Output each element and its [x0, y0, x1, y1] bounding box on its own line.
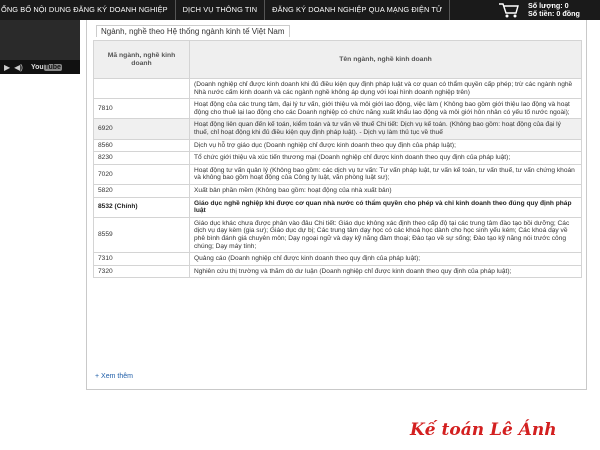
- volume-icon[interactable]: ◀): [14, 62, 23, 72]
- nav-item-information-services[interactable]: DỊCH VỤ THÔNG TIN: [176, 0, 266, 20]
- table-header-row: [94, 41, 582, 79]
- youtube-logo-tube: Tube: [44, 63, 61, 71]
- table-row: [94, 152, 582, 165]
- cell-code: 7310: [94, 253, 190, 266]
- panel-border-left: [86, 20, 87, 390]
- header-code: Mã ngành, nghề kinh doanh: [94, 41, 190, 79]
- cart-icon: [498, 2, 520, 18]
- cell-code: 8230: [94, 152, 190, 165]
- cell-name: Nghiên cứu thị trường và thăm dò dư luận (Doanh nghiệp chỉ được kinh doanh theo quy định của pháp luật);: [190, 265, 582, 278]
- table-row: [94, 164, 582, 184]
- table-row: [94, 197, 582, 217]
- panel-border-right: [586, 20, 587, 390]
- cell-code: 8560: [94, 139, 190, 152]
- cell-name: (Doanh nghiệp chỉ được kinh doanh khi đủ điều kiện quy định pháp luật và cơ quan có thẩm quyền cấp phép; trừ các ngành nghề Nhà nước cấm kinh doanh và các ngành nghề không áp dụng với loại hình doanh nghiệp trên): [190, 79, 582, 99]
- watermark-text: Kế toán Lê Ánh: [410, 420, 557, 440]
- table-row: [94, 184, 582, 197]
- cell-code: 7320: [94, 265, 190, 278]
- cell-code: 8559: [94, 217, 190, 252]
- nav-item-online-registration[interactable]: ĐĂNG KÝ DOANH NGHIỆP QUA MẠNG ĐIỆN TỬ: [265, 0, 450, 20]
- panel-border-bottom: [86, 389, 587, 390]
- nav-item-publish-registration[interactable]: ỔNG BỐ NỘI DUNG ĐĂNG KÝ DOANH NGHIỆP: [0, 0, 176, 20]
- table-row: [94, 139, 582, 152]
- table-row: [94, 79, 582, 99]
- table-row: [94, 119, 582, 139]
- cell-code: 5820: [94, 184, 190, 197]
- cell-name: Quảng cáo (Doanh nghiệp chỉ được kinh doanh theo quy định của pháp luật);: [190, 253, 582, 266]
- cell-code: 7810: [94, 99, 190, 119]
- table-row: [94, 253, 582, 266]
- table-row: [94, 217, 582, 252]
- table-body: [94, 79, 582, 278]
- video-player[interactable]: [0, 20, 80, 74]
- cell-code: 7020: [94, 164, 190, 184]
- section-legend-title: Ngành, nghề theo Hệ thống ngành kinh tế Việt Nam: [96, 25, 290, 37]
- business-lines-table-container: [93, 40, 582, 278]
- cell-name: Hoạt động của các trung tâm, đại lý tư vấn, giới thiệu và môi giới lao động, việc làm ( Không bao gồm giới thiệu lao động và hoạt động cho thuê lại lao động cho các Doanh nghiệp có chức năng xuất khẩu lao động và môi giới hôn nhân có yếu tố nước ngoài);: [190, 99, 582, 119]
- cell-name: Dịch vụ hỗ trợ giáo dục (Doanh nghiệp chỉ được kinh doanh theo quy định của pháp luật);: [190, 139, 582, 152]
- video-controls: [0, 60, 80, 74]
- cell-name: Hoạt động liên quan đến kế toán, kiểm toán và tư vấn về thuế Chi tiết: Dịch vụ kế toán. (Không bao gồm: hoạt động của đại lý thuế, chỉ hoạt động khi đủ điều kiện quy định pháp luật). - Dịch vụ làm thủ tục về thuế: [190, 119, 582, 139]
- cart-amount: Số tiền: 0 đồng: [528, 9, 580, 18]
- cart-quantity: Số lượng: 0: [528, 1, 569, 10]
- table-row: [94, 99, 582, 119]
- business-lines-table: [93, 40, 582, 278]
- youtube-logo-you: You: [30, 63, 44, 71]
- shopping-cart[interactable]: [496, 0, 600, 20]
- cell-name: Tổ chức giới thiệu và xúc tiến thương mại (Doanh nghiệp chỉ được kinh doanh theo quy định của pháp luật);: [190, 152, 582, 165]
- youtube-logo[interactable]: [31, 64, 62, 71]
- cell-name: Giáo dục khác chưa được phân vào đâu Chi tiết: Giáo dục không xác định theo cấp độ tại các trung tâm đào tạo bồi dưỡng; Các dịch vụ dạy kèm (gia sư); Giáo dục dự bị; Các trung tâm dạy học có các khoá học dành cho học sinh yếu kém; Các khoá dạy về phê bình đánh giá chuyên môn; Dạy ngoại ngữ và dạy kỹ năng đàm thoại; Đào tạo về sự sống; Đào tạo kỹ năng nói trước công chúng; Dạy máy tính;: [190, 217, 582, 252]
- table-row: [94, 265, 582, 278]
- cell-code: 8532 (Chính): [94, 197, 190, 217]
- header-name: Tên ngành, nghề kinh doanh: [190, 41, 582, 79]
- play-icon[interactable]: ▶: [4, 62, 11, 72]
- cell-name: Giáo dục nghề nghiệp khi được cơ quan nhà nước có thẩm quyền cho phép và chỉ kinh doanh theo đúng quy định pháp luật: [190, 197, 582, 217]
- cell-code: 6920: [94, 119, 190, 139]
- cell-name: Hoạt động tư vấn quản lý (Không bao gồm: các dịch vụ tư vấn: Tư vấn pháp luật, tư vấn kế toán, tư vấn thuế, tư vấn chứng khoán và không bao gồm hoạt động của Công ty luật, văn phòng luật sư);: [190, 164, 582, 184]
- cell-name: Xuất bản phần mềm (Không bao gồm: hoạt động của nhà xuất bản): [190, 184, 582, 197]
- see-more-link[interactable]: + Xem thêm: [95, 373, 133, 380]
- cell-code: [94, 79, 190, 99]
